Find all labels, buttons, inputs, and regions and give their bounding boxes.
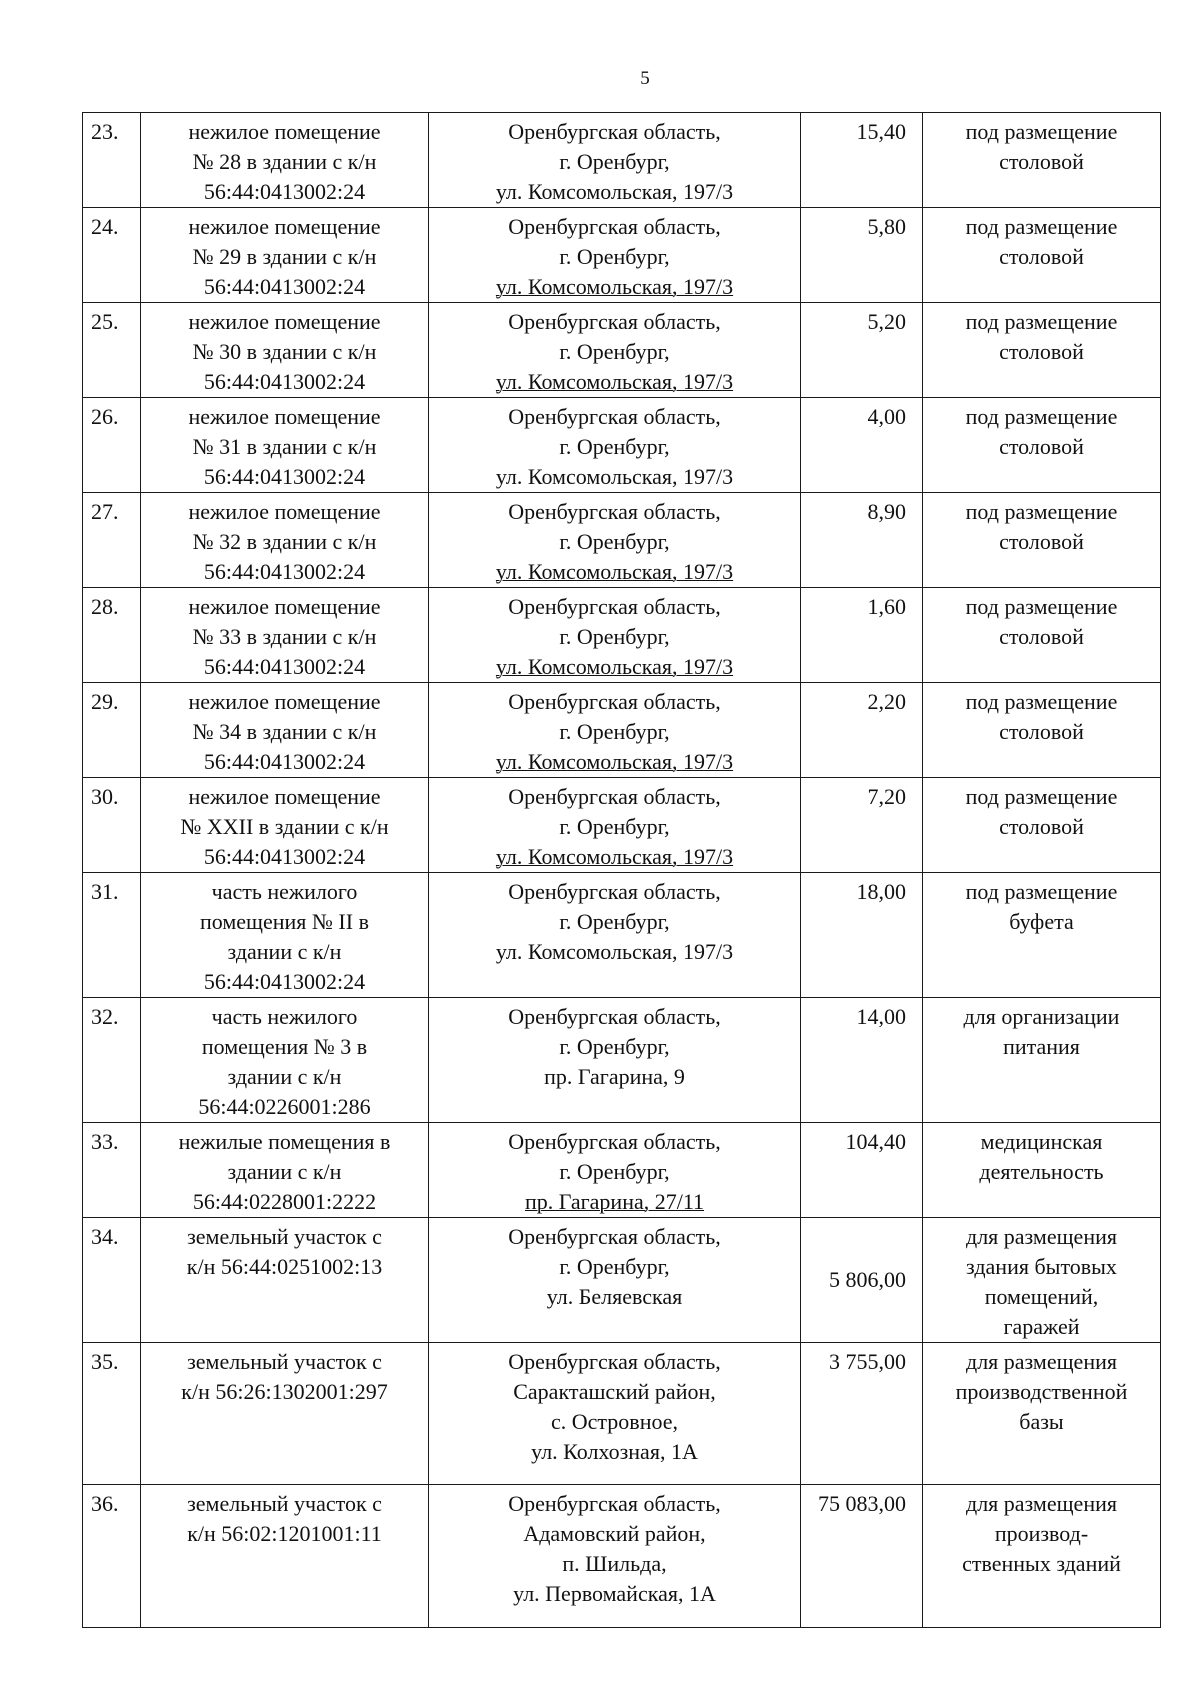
- row-number: 32.: [83, 998, 141, 1123]
- object-name-line: 56:44:0413002:24: [203, 369, 366, 394]
- row-number: 33.: [83, 1123, 141, 1218]
- object-address: [429, 493, 801, 588]
- object-address-line: г. Оренбург,: [559, 244, 670, 269]
- object-purpose-line: для размещения: [966, 1349, 1117, 1374]
- table-row: [83, 998, 1161, 1123]
- row-number: 23.: [83, 113, 141, 208]
- object-address-line: Адамовский район,: [523, 1521, 706, 1546]
- object-name-line: № 29 в здании с к/н: [192, 244, 377, 269]
- object-purpose-line: для размещения: [966, 1224, 1117, 1249]
- object-address-line: Саракташский район,: [513, 1379, 716, 1404]
- row-number: 30.: [83, 778, 141, 873]
- object-address-line: пр. Гагарина, 9: [544, 1064, 685, 1089]
- object-address: [429, 998, 801, 1123]
- object-area: 5,80: [801, 208, 923, 303]
- table-row: [83, 683, 1161, 778]
- object-address-line: Оренбургская область,: [508, 214, 721, 239]
- object-name-line: здании с к/н: [227, 1159, 342, 1184]
- object-purpose-line: под размещение: [965, 404, 1118, 429]
- object-purpose-line: деятельность: [979, 1159, 1104, 1184]
- object-area: 5,20: [801, 303, 923, 398]
- object-name-line: нежилое помещение: [188, 689, 381, 714]
- object-name-line: 56:44:0228001:2222: [192, 1189, 377, 1214]
- object-address-line: Оренбургская область,: [508, 119, 721, 144]
- object-address-line: ул. Комсомольская, 197/3: [495, 179, 734, 204]
- object-name: [141, 208, 429, 303]
- row-number: 34.: [83, 1218, 141, 1343]
- table-row: [83, 1218, 1161, 1343]
- object-name-line: 56:44:0413002:24: [203, 654, 366, 679]
- object-purpose-line: столовой: [999, 529, 1084, 554]
- object-address-line: г. Оренбург,: [559, 529, 670, 554]
- object-name-line: здании с к/н: [227, 939, 342, 964]
- object-area: 75 083,00: [801, 1485, 923, 1628]
- object-address-line: г. Оренбург,: [559, 1159, 670, 1184]
- object-name-line: здании с к/н: [227, 1064, 342, 1089]
- object-name: [141, 1485, 429, 1628]
- object-address: [429, 588, 801, 683]
- object-purpose-line: питания: [1003, 1034, 1080, 1059]
- object-address-line: ул. Комсомольская, 197/3: [495, 654, 734, 679]
- object-address-line: г. Оренбург,: [559, 624, 670, 649]
- object-purpose: [923, 113, 1161, 208]
- object-name-line: нежилое помещение: [188, 594, 381, 619]
- object-name-line: № 34 в здании с к/н: [192, 719, 377, 744]
- object-address-line: Оренбургская область,: [508, 404, 721, 429]
- object-purpose-line: под размещение: [965, 119, 1118, 144]
- table-row: [83, 208, 1161, 303]
- object-address-line: Оренбургская область,: [508, 499, 721, 524]
- object-address: [429, 873, 801, 998]
- object-address-line: Оренбургская область,: [508, 1004, 721, 1029]
- row-number: 25.: [83, 303, 141, 398]
- object-name: [141, 303, 429, 398]
- object-purpose-line: здания бытовых: [966, 1254, 1117, 1279]
- object-name-line: 56:44:0226001:286: [198, 1094, 371, 1119]
- property-table-body: [83, 113, 1161, 1628]
- object-name: [141, 1343, 429, 1485]
- object-address: [429, 113, 801, 208]
- object-area: 4,00: [801, 398, 923, 493]
- object-purpose-line: базы: [1019, 1409, 1064, 1434]
- object-address: [429, 1218, 801, 1343]
- object-name-line: часть нежилого: [211, 879, 358, 904]
- object-purpose-line: для размещения: [966, 1491, 1117, 1516]
- object-purpose-line: под размещение: [965, 784, 1118, 809]
- object-purpose-line: гаражей: [1003, 1314, 1080, 1339]
- object-name-line: № 30 в здании с к/н: [192, 339, 377, 364]
- object-purpose-line: медицинская: [980, 1129, 1103, 1154]
- object-name-line: 56:44:0413002:24: [203, 969, 366, 994]
- object-purpose-line: под размещение: [965, 594, 1118, 619]
- row-number: 26.: [83, 398, 141, 493]
- object-address-line: ул. Комсомольская, 197/3: [495, 464, 734, 489]
- object-address: [429, 1343, 801, 1485]
- table-row: [83, 303, 1161, 398]
- object-address-line: г. Оренбург,: [559, 339, 670, 364]
- object-address-line: ул. Первомайская, 1А: [513, 1581, 716, 1606]
- object-address-line: ул. Колхозная, 1А: [531, 1439, 698, 1464]
- row-number: 27.: [83, 493, 141, 588]
- object-purpose-line: для организации: [963, 1004, 1120, 1029]
- object-purpose: [923, 683, 1161, 778]
- object-purpose: [923, 303, 1161, 398]
- object-name-line: нежилые помещения в: [178, 1129, 391, 1154]
- object-area: 2,20: [801, 683, 923, 778]
- object-purpose-line: производ-: [994, 1521, 1089, 1546]
- object-purpose: [923, 873, 1161, 998]
- object-name-line: нежилое помещение: [188, 214, 381, 239]
- object-name-line: № XXII в здании с к/н: [180, 814, 389, 839]
- object-name-line: 56:44:0413002:24: [203, 179, 366, 204]
- row-number: 29.: [83, 683, 141, 778]
- object-address-line: ул. Комсомольская, 197/3: [495, 559, 734, 584]
- object-area: 1,60: [801, 588, 923, 683]
- object-address: [429, 1485, 801, 1628]
- object-name-line: земельный участок с: [187, 1224, 382, 1249]
- table-row: [83, 778, 1161, 873]
- object-address-line: Оренбургская область,: [508, 689, 721, 714]
- table-row: [83, 1123, 1161, 1218]
- object-name-line: нежилое помещение: [188, 309, 381, 334]
- table-row: [83, 1343, 1161, 1485]
- object-purpose-line: ственных зданий: [962, 1551, 1121, 1576]
- object-purpose-line: столовой: [999, 719, 1084, 744]
- object-address: [429, 398, 801, 493]
- object-purpose: [923, 493, 1161, 588]
- object-name-line: к/н 56:02:1201001:11: [187, 1521, 382, 1546]
- object-address-line: г. Оренбург,: [559, 149, 670, 174]
- object-purpose-line: производственной: [955, 1379, 1128, 1404]
- object-address-line: Оренбургская область,: [508, 784, 721, 809]
- object-purpose: [923, 1485, 1161, 1628]
- object-purpose-line: помещений,: [984, 1284, 1099, 1309]
- object-name: [141, 398, 429, 493]
- table-row: [83, 588, 1161, 683]
- object-address-line: Оренбургская область,: [508, 309, 721, 334]
- object-name-line: 56:44:0413002:24: [203, 749, 366, 774]
- table-row: [83, 398, 1161, 493]
- object-address-line: Оренбургская область,: [508, 1349, 721, 1374]
- object-purpose-line: столовой: [999, 339, 1084, 364]
- object-name-line: № 33 в здании с к/н: [192, 624, 377, 649]
- object-address-line: г. Оренбург,: [559, 814, 670, 839]
- object-name-line: часть нежилого: [211, 1004, 358, 1029]
- object-name: [141, 683, 429, 778]
- object-name-line: земельный участок с: [187, 1349, 382, 1374]
- object-address-line: п. Шильда,: [562, 1551, 667, 1576]
- object-area: 14,00: [801, 998, 923, 1123]
- object-address-line: пр. Гагарина, 27/11: [524, 1189, 705, 1214]
- object-address-line: Оренбургская область,: [508, 879, 721, 904]
- object-area: 3 755,00: [801, 1343, 923, 1485]
- object-address-line: Оренбургская область,: [508, 1129, 721, 1154]
- object-name-line: 56:44:0413002:24: [203, 464, 366, 489]
- object-purpose-line: столовой: [999, 149, 1084, 174]
- object-purpose: [923, 208, 1161, 303]
- object-purpose: [923, 778, 1161, 873]
- object-purpose: [923, 1343, 1161, 1485]
- object-purpose-line: под размещение: [965, 879, 1118, 904]
- object-address: [429, 778, 801, 873]
- object-name: [141, 493, 429, 588]
- object-name-line: помещения № 3 в: [201, 1034, 368, 1059]
- object-address-line: ул. Комсомольская, 197/3: [495, 844, 734, 869]
- row-number: 24.: [83, 208, 141, 303]
- object-address-line: ул. Комсомольская, 197/3: [495, 939, 734, 964]
- object-area: 7,20: [801, 778, 923, 873]
- object-name: [141, 588, 429, 683]
- object-name-line: № 28 в здании с к/н: [192, 149, 377, 174]
- object-address: [429, 1123, 801, 1218]
- object-purpose-line: под размещение: [965, 689, 1118, 714]
- table-row: [83, 493, 1161, 588]
- object-area: 18,00: [801, 873, 923, 998]
- object-address-line: г. Оренбург,: [559, 909, 670, 934]
- object-purpose-line: столовой: [999, 814, 1084, 839]
- object-purpose: [923, 398, 1161, 493]
- object-name: [141, 1123, 429, 1218]
- object-area: 15,40: [801, 113, 923, 208]
- row-number: 35.: [83, 1343, 141, 1485]
- object-purpose-line: столовой: [999, 244, 1084, 269]
- row-number: 36.: [83, 1485, 141, 1628]
- object-name-line: 56:44:0413002:24: [203, 274, 366, 299]
- object-address: [429, 303, 801, 398]
- object-name-line: № 31 в здании с к/н: [192, 434, 377, 459]
- table-row: [83, 113, 1161, 208]
- object-address: [429, 208, 801, 303]
- object-purpose-line: под размещение: [965, 499, 1118, 524]
- object-purpose-line: буфета: [1009, 909, 1074, 934]
- object-name-line: № 32 в здании с к/н: [192, 529, 377, 554]
- object-name: [141, 998, 429, 1123]
- row-number: 31.: [83, 873, 141, 998]
- object-address-line: с. Островное,: [551, 1409, 678, 1434]
- object-name-line: к/н 56:44:0251002:13: [186, 1254, 383, 1279]
- object-address-line: ул. Комсомольская, 197/3: [495, 274, 734, 299]
- table-row: [83, 873, 1161, 998]
- object-name-line: нежилое помещение: [188, 404, 381, 429]
- object-address-line: ул. Комсомольская, 197/3: [495, 369, 734, 394]
- object-name-line: земельный участок с: [187, 1491, 382, 1516]
- object-address-line: Оренбургская область,: [508, 1491, 721, 1516]
- object-address-line: г. Оренбург,: [559, 1254, 670, 1279]
- object-name-line: 56:44:0413002:24: [203, 844, 366, 869]
- object-address-line: Оренбургская область,: [508, 1224, 721, 1249]
- object-purpose-line: столовой: [999, 434, 1084, 459]
- object-address: [429, 683, 801, 778]
- object-name: [141, 778, 429, 873]
- object-name: [141, 113, 429, 208]
- object-address-line: г. Оренбург,: [559, 719, 670, 744]
- object-purpose-line: под размещение: [965, 214, 1118, 239]
- object-area: 104,40: [801, 1123, 923, 1218]
- object-purpose-line: под размещение: [965, 309, 1118, 334]
- object-address-line: Оренбургская область,: [508, 594, 721, 619]
- object-name-line: нежилое помещение: [188, 119, 381, 144]
- object-purpose: [923, 998, 1161, 1123]
- object-address-line: ул. Беляевская: [546, 1284, 683, 1309]
- object-purpose: [923, 1123, 1161, 1218]
- object-name-line: к/н 56:26:1302001:297: [181, 1379, 388, 1404]
- page-number: 5: [640, 68, 650, 89]
- object-purpose: [923, 588, 1161, 683]
- row-number: 28.: [83, 588, 141, 683]
- object-name-line: нежилое помещение: [188, 499, 381, 524]
- object-name-line: помещения № II в: [200, 909, 369, 934]
- object-name: [141, 873, 429, 998]
- object-area: 8,90: [801, 493, 923, 588]
- object-address-line: г. Оренбург,: [559, 434, 670, 459]
- property-table: [82, 112, 1161, 1628]
- object-address-line: г. Оренбург,: [559, 1034, 670, 1059]
- object-name-line: нежилое помещение: [188, 784, 381, 809]
- object-area: 5 806,00: [801, 1218, 923, 1343]
- object-name-line: 56:44:0413002:24: [203, 559, 366, 584]
- table-row: [83, 1485, 1161, 1628]
- object-purpose: [923, 1218, 1161, 1343]
- object-address-line: ул. Комсомольская, 197/3: [495, 749, 734, 774]
- object-purpose-line: столовой: [999, 624, 1084, 649]
- object-name: [141, 1218, 429, 1343]
